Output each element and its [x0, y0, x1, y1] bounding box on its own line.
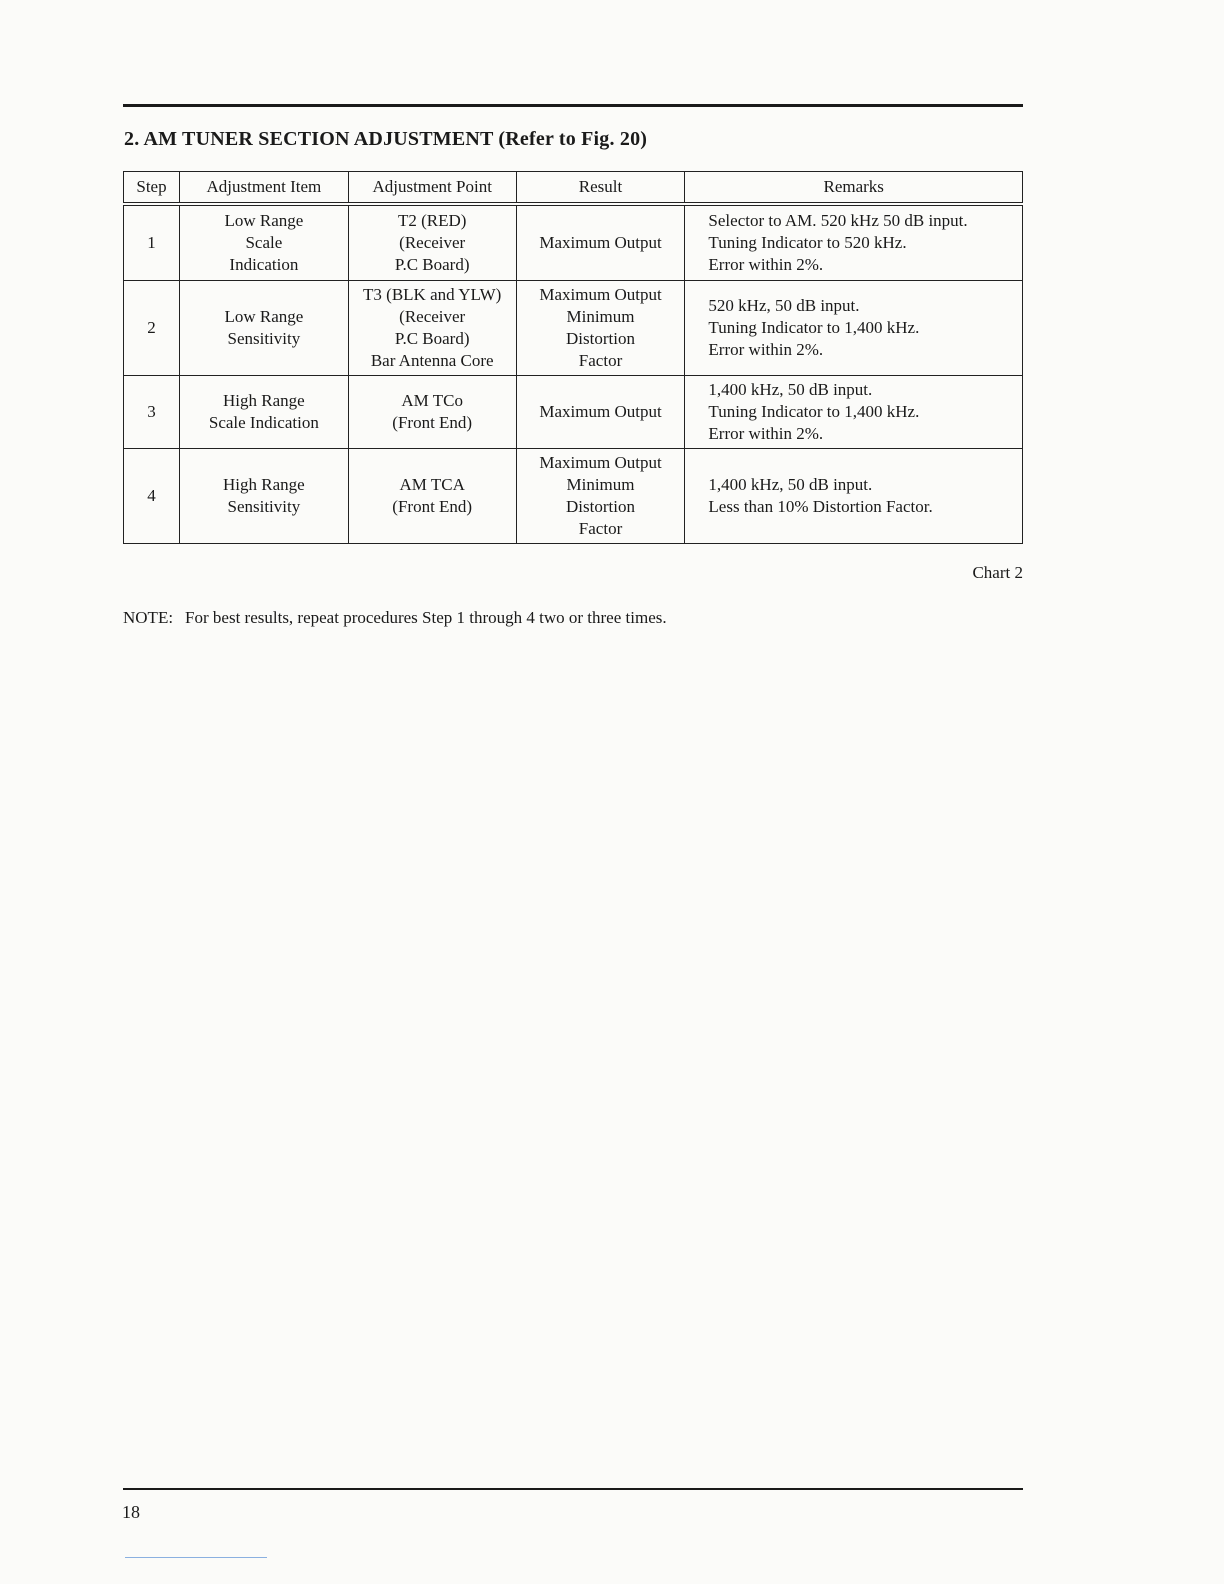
- remarks-cell: [685, 376, 1023, 449]
- cell-line: 520 kHz, 50 dB input.: [708, 296, 860, 315]
- step-cell: 3: [124, 376, 180, 449]
- cell-line: Sensitivity: [227, 329, 301, 348]
- result-cell: [516, 449, 685, 544]
- cell-line: Maximum Output: [539, 233, 662, 252]
- cell-line: (Front End): [392, 413, 473, 432]
- header-step: Step: [124, 172, 180, 205]
- cell-line: (Receiver: [399, 233, 466, 252]
- step-cell: 1: [124, 204, 180, 281]
- cell-line: T2 (RED): [397, 211, 467, 230]
- table-row: [124, 281, 1023, 376]
- cell-line: Scale Indication: [208, 413, 319, 432]
- cell-line: P.C Board): [394, 255, 470, 274]
- table-row: [124, 376, 1023, 449]
- chart-label: Chart 2: [972, 563, 1023, 582]
- cell-line: 1,400 kHz, 50 dB input.: [708, 475, 873, 494]
- adjustment-item-cell: [179, 204, 348, 281]
- cell-line: Error within 2%.: [708, 255, 824, 274]
- step-cell: 2: [124, 281, 180, 376]
- note-label: NOTE:: [123, 608, 174, 627]
- remarks-cell: [685, 204, 1023, 281]
- result-cell: [516, 376, 685, 449]
- cell-line: Low Range: [224, 307, 304, 326]
- cell-line: Selector to AM. 520 kHz 50 dB input.: [708, 211, 968, 230]
- cell-line: Maximum Output: [539, 402, 662, 421]
- header-adjustment-item: Adjustment Item: [179, 172, 348, 205]
- adjustment-item-cell: [179, 449, 348, 544]
- cell-line: Distortion: [566, 329, 635, 348]
- cell-line: (Receiver: [399, 307, 466, 326]
- cell-line: High Range: [223, 391, 305, 410]
- cell-line: Tuning Indicator to 1,400 kHz.: [708, 318, 920, 337]
- cell-line: Scale: [245, 233, 283, 252]
- header-remarks: Remarks: [685, 172, 1023, 205]
- section-title: 2. AM TUNER SECTION ADJUSTMENT (Refer to Fig. 20): [124, 128, 648, 150]
- result-cell: [516, 281, 685, 376]
- header-result: Result: [516, 172, 685, 205]
- adjustment-item-cell: [179, 281, 348, 376]
- cell-line: AM TCA: [399, 475, 465, 494]
- note: [123, 608, 667, 628]
- cell-line: Maximum Output: [539, 453, 662, 472]
- footer-mark: [125, 1557, 267, 1558]
- table-header-row: [124, 172, 1023, 205]
- cell-line: Factor: [578, 351, 623, 370]
- cell-line: AM TCo: [401, 391, 463, 410]
- cell-line: P.C Board): [394, 329, 470, 348]
- cell-line: Less than 10% Distortion Factor.: [708, 497, 933, 516]
- step-cell: 4: [124, 449, 180, 544]
- remarks-cell: [685, 281, 1023, 376]
- result-cell: [516, 204, 685, 281]
- adjustment-item-cell: [179, 376, 348, 449]
- cell-line: Indication: [229, 255, 299, 274]
- cell-line: 1,400 kHz, 50 dB input.: [708, 380, 873, 399]
- adjustment-point-cell: [348, 376, 516, 449]
- bottom-rule: [123, 1488, 1023, 1490]
- adjustment-table: [123, 171, 1023, 544]
- adjustment-point-cell: [348, 449, 516, 544]
- cell-line: Maximum Output: [539, 285, 662, 304]
- cell-line: Minimum: [566, 475, 635, 494]
- cell-line: Bar Antenna Core: [370, 351, 494, 370]
- cell-line: Tuning Indicator to 520 kHz.: [708, 233, 907, 252]
- page-number: 18: [122, 1502, 140, 1522]
- header-adjustment-point: Adjustment Point: [348, 172, 516, 205]
- adjustment-point-cell: [348, 204, 516, 281]
- cell-line: Distortion: [566, 497, 635, 516]
- cell-line: Error within 2%.: [708, 340, 824, 359]
- cell-line: T3 (BLK and YLW): [363, 285, 502, 304]
- cell-line: High Range: [223, 475, 305, 494]
- cell-line: (Front End): [392, 497, 473, 516]
- top-rule: [123, 104, 1023, 107]
- note-text: For best results, repeat procedures Step 1 through 4 two or three times.: [185, 608, 667, 627]
- cell-line: Low Range: [224, 211, 304, 230]
- cell-line: Factor: [578, 519, 623, 538]
- cell-line: Sensitivity: [227, 497, 301, 516]
- cell-line: Error within 2%.: [708, 424, 824, 443]
- table-row: [124, 204, 1023, 281]
- remarks-cell: [685, 449, 1023, 544]
- table-row: [124, 449, 1023, 544]
- cell-line: Minimum: [566, 307, 635, 326]
- adjustment-point-cell: [348, 281, 516, 376]
- cell-line: Tuning Indicator to 1,400 kHz.: [708, 402, 920, 421]
